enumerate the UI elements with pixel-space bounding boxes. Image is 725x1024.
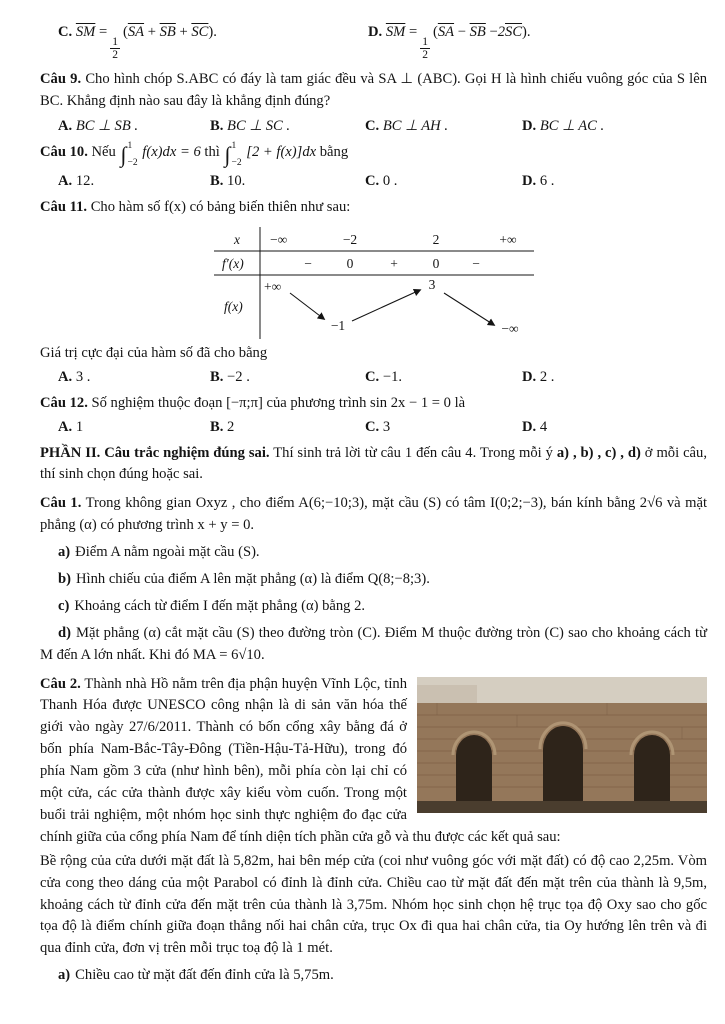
arrow-increasing (352, 290, 420, 321)
option-a-value: BC ⊥ SB . (75, 117, 139, 134)
option-d-letter: D. (522, 117, 537, 134)
option-d-value: 4 (539, 418, 548, 435)
option-b-value: 2 (227, 418, 235, 435)
item-d-text: Mặt phẳng (α) cắt mặt cầu (S) theo đường tròn (C). Điểm M thuộc đường tròn (C) sao cho khoảng cách từ M đến A lớn nhất. Khi đó MA = 6√10. (40, 624, 707, 663)
part2-q2-measurements (40, 851, 707, 960)
question-12 (40, 393, 707, 415)
question-10-body-2: [2 + f(x)]dx (246, 143, 317, 160)
integral-sign: ∫ (224, 141, 231, 167)
option-c-value: −1. (382, 368, 403, 385)
question-11-text: Cho hàm số f(x) có bảng biến thiên như sau: (90, 198, 351, 215)
plus-sign: + (147, 24, 156, 40)
vector-sb: $\overline{SB}$ (469, 24, 486, 40)
minus-sign: − (457, 24, 466, 40)
option-b-value: −2 . (227, 368, 250, 385)
open-paren: ( (122, 24, 128, 40)
part2-question-2-text: Thành nhà Hồ nằm trên địa phận huyện Vĩnh Lộc, tỉnh Thanh Hóa được UNESCO công nhận là di sản văn hóa thế giới vào ngày 27/6/2011. Thành có bốn cổng xây bằng đá ở bốn phía Nam-Bắc-Tây-Đông (Tiền-Hậu-Tả-Hữu), trong đó phía Nam gồm 3 cửa (như hình bên), mỗi phía còn lại chỉ có một cửa, các cửa thành được xây kiểu vòm cuốn. Trong một buổi trải nghiệm, một nhóm học sinh thực nghiệm đo đạc cửa chính giữa của cổng phía Nam để tính diện tích phần cửa gỗ và thu được các kết quả sau: (40, 675, 561, 845)
integral-1 (120, 142, 137, 169)
question-9 (40, 69, 707, 113)
option-c-letter: C. (365, 172, 380, 189)
table-var-label: x (233, 231, 240, 247)
vector-sa: $\overline{SA}$ (437, 24, 455, 40)
citadel-gate-photo (417, 677, 707, 813)
fraction-numerator: 1 (422, 36, 428, 48)
question-10-options (40, 173, 707, 190)
arch-middle (543, 726, 583, 801)
integral-sign: ∫ (120, 141, 127, 167)
table-grid-lines (214, 227, 534, 339)
question-11-option-a (58, 369, 210, 386)
question-9-options (40, 117, 707, 135)
table-fprime-sign-2: + (389, 255, 398, 271)
question-12-option-c (365, 419, 522, 436)
table-derivative-row (222, 256, 480, 271)
question-10-option-c (365, 173, 522, 190)
open-paren: ( (432, 24, 438, 40)
question-12-option-b (210, 419, 365, 436)
question-9-option-d (522, 117, 707, 135)
item-b-text: Hình chiếu của điểm A lên mặt phẳng (α) là điểm Q(8;−8;3). (75, 571, 430, 588)
item-a-label: a) (58, 967, 71, 984)
table-x-value-0: −∞ (269, 231, 287, 247)
question-11-option-d (522, 369, 707, 386)
question-10-option-b (210, 173, 365, 190)
vector-sa: $\overline{SA}$ (127, 24, 145, 40)
option-b-letter: B. (210, 418, 224, 435)
table-header-row (233, 232, 517, 247)
option-c-letter: C. (58, 24, 73, 40)
table-f-top-left: +∞ (263, 278, 281, 294)
option-d-value: 2 . (539, 368, 555, 385)
option-a-value: 1 (75, 418, 84, 435)
part2-q1-item-c (40, 596, 707, 618)
option-d-value: 6 . (539, 172, 555, 189)
option-a-letter: A. (58, 172, 73, 189)
question-12-option-a (58, 419, 210, 436)
integral-upper-limit: 1 (231, 140, 237, 151)
table-f-maximum: 3 (428, 276, 435, 292)
close-paren: ). (522, 24, 531, 40)
minus-sign: − (489, 24, 498, 40)
part2-q1-item-d (40, 623, 707, 667)
variation-table-wrap (214, 227, 534, 339)
item-d-label: d) (58, 624, 71, 641)
arrow-decreasing-2 (444, 293, 494, 325)
equals-sign: = (408, 24, 418, 40)
question-11-prompt (40, 343, 707, 365)
item-c-text: Khoảng cách từ điểm I đến mặt phẳng (α) bằng 2. (74, 597, 366, 614)
option-b-letter: B. (210, 368, 224, 385)
question-11-prompt-text: Giá trị cực đại của hàm số đã cho bằng (40, 344, 268, 361)
table-f-minimum: −1 (330, 317, 345, 333)
question-11-option-b (210, 369, 365, 386)
question-12-text: Số nghiệm thuộc đoạn [−π;π] của phương trình sin 2x − 1 = 0 là (91, 394, 466, 411)
integral-lower-limit: −2 (231, 158, 242, 169)
fraction-denominator: 2 (422, 49, 428, 62)
question-12-options (40, 419, 707, 436)
vector-sm: $\overline{SM}$ (75, 24, 96, 40)
question-10-label: Câu 10. (40, 143, 88, 160)
item-a-text: Chiều cao từ mặt đất đến đỉnh cửa là 5,75m. (75, 967, 334, 984)
fraction-one-half (420, 36, 430, 61)
variation-table (214, 227, 534, 339)
part2-instructions-1: Thí sinh trả lời từ câu 1 đến câu 4. Trong mỗi ý (269, 444, 557, 461)
part2-item-letters: a) , b) , c) , d) (556, 444, 641, 461)
question-9-option-a (58, 117, 210, 135)
integral-upper-limit: 1 (127, 140, 133, 151)
option-c-letter: C. (365, 368, 380, 385)
part2-q2-measurements-text: Bề rộng của cửa dưới mặt đất là 5,82m, hai bên mép cửa (coi như vuông góc với mặt đất) có độ cao 2,25m. Vòm cửa cong theo dáng của một Parabol có đỉnh là đỉnh cửa. Chiều cao từ mặt đất đến mặt trên của thành là 9,5m, khoảng cách từ đỉnh cửa đến mặt trên của thành là 3,75m. Nhóm học sinh chọn hệ trục tọa độ Oxy sao cho gốc tọa độ là điểm chính giữa đoạn thẳng nối hai chân cửa, trục Ox đi qua hai chân cửa, tia Oy hướng lên trên và đi qua đỉnh cửa, đơn vị trên mỗi trục toạ độ là 1 mét. (40, 852, 707, 957)
question-10-pre: Nếu (91, 143, 116, 160)
option-d-letter: D. (368, 24, 383, 40)
table-arrows (290, 290, 494, 325)
prev-option-d (368, 24, 707, 61)
part2-title: PHẦN II. Câu trắc nghiệm đúng sai. (40, 444, 270, 461)
table-fprime-sign-4: − (471, 255, 480, 271)
arrow-decreasing-1 (290, 293, 324, 319)
arch-left (456, 735, 492, 801)
question-10-post: bằng (319, 143, 349, 160)
fraction-one-half (110, 36, 120, 61)
part2-question-2-block (40, 674, 707, 849)
question-10-option-a (58, 173, 210, 190)
option-a-letter: A. (58, 418, 73, 435)
plus-sign: + (179, 24, 188, 40)
coefficient-2: 2 (497, 24, 506, 40)
integral-lower-limit: −2 (127, 158, 138, 169)
table-f-bottom-right: −∞ (500, 320, 519, 336)
part2-q1-item-a (40, 542, 707, 564)
question-10-body-1: f(x)dx = 6 (142, 143, 201, 160)
part2-q2-item-a (40, 965, 707, 987)
question-9-option-b (210, 117, 365, 135)
option-c-letter: C. (365, 117, 380, 134)
table-fprime-sign-3: 0 (432, 255, 439, 271)
question-9-label: Câu 9. (40, 71, 82, 88)
option-d-value: BC ⊥ AC . (539, 117, 605, 134)
integral-limits (232, 142, 242, 169)
part2-question-1-text: Trong không gian Oxyz , cho điểm A(6;−10;3), mặt cầu (S) có tâm I(0;2;−3), bán kính bằng 2√6 và mặt phẳng (α) có phương trình x + y = 0. (40, 495, 707, 534)
table-x-value-1: −2 (342, 231, 357, 247)
vector-sc: $\overline{SC}$ (191, 24, 209, 40)
option-b-letter: B. (210, 172, 224, 189)
table-x-value-2: 2 (432, 231, 439, 247)
question-10-option-d (522, 173, 707, 190)
close-paren: ). (208, 24, 217, 40)
fraction-denominator: 2 (112, 49, 118, 62)
option-a-letter: A. (58, 368, 73, 385)
vector-sm: $\overline{SM}$ (385, 24, 406, 40)
question-11-options (40, 369, 707, 386)
option-b-value: 10. (227, 172, 246, 189)
table-fprime-sign-0: − (303, 255, 312, 271)
table-x-value-3: +∞ (498, 231, 517, 247)
question-9-text: Cho hình chóp S.ABC có đáy là tam giác đều và SA ⊥ (ABC). Gọi H là hình chiếu vuông góc của S lên BC. Khẳng định nào sau đây là khẳng định đúng? (40, 71, 707, 110)
part2-question-1-label: Câu 1. (40, 495, 82, 512)
part2-instructions-2: ở mỗi câu, thí sinh chọn đúng hoặc sai. (40, 444, 707, 483)
equals-sign: = (98, 24, 108, 40)
option-b-letter: B. (210, 117, 224, 134)
question-11-label: Câu 11. (40, 198, 88, 215)
part2-q1-item-b (40, 569, 707, 591)
vector-sc: $\overline{SC}$ (505, 24, 523, 40)
option-a-value: 12. (75, 172, 95, 189)
question-10 (40, 142, 707, 169)
item-a-label: a) (58, 544, 71, 561)
part2-header (40, 443, 707, 487)
question-9-option-c (365, 117, 522, 135)
table-fprime-sign-1: 0 (346, 255, 353, 271)
question-12-label: Câu 12. (40, 394, 88, 411)
part2-question-2-label: Câu 2. (40, 675, 81, 692)
option-c-value: BC ⊥ AH . (382, 117, 449, 134)
integral-2 (224, 142, 241, 169)
vector-sb: $\overline{SB}$ (159, 24, 176, 40)
prev-question-options-row (40, 24, 707, 61)
option-c-letter: C. (365, 418, 380, 435)
option-d-letter: D. (522, 418, 537, 435)
option-a-letter: A. (58, 117, 73, 134)
photo-ground (417, 801, 707, 813)
table-f-label: f(x) (223, 298, 243, 314)
item-c-label: c) (58, 597, 70, 614)
item-a-text: Điểm A nằm ngoài mặt cầu (S). (75, 544, 260, 561)
option-d-letter: D. (522, 368, 537, 385)
option-b-value: BC ⊥ SC . (227, 117, 291, 134)
integral-limits (128, 142, 138, 169)
option-c-value: 3 (382, 418, 391, 435)
question-12-option-d (522, 419, 707, 436)
option-a-value: 3 . (75, 368, 91, 385)
option-c-value: 0 . (382, 172, 398, 189)
fraction-numerator: 1 (112, 36, 118, 48)
table-function-row (224, 277, 519, 336)
arch-right (634, 735, 670, 801)
part2-question-1 (40, 493, 707, 537)
question-10-conjunction: thì (204, 143, 220, 160)
option-d-letter: D. (522, 172, 537, 189)
table-fprime-label: f′(x) (221, 255, 244, 271)
question-11 (40, 197, 707, 219)
question-11-option-c (365, 369, 522, 386)
prev-option-c (58, 24, 368, 61)
item-b-label: b) (58, 571, 71, 588)
